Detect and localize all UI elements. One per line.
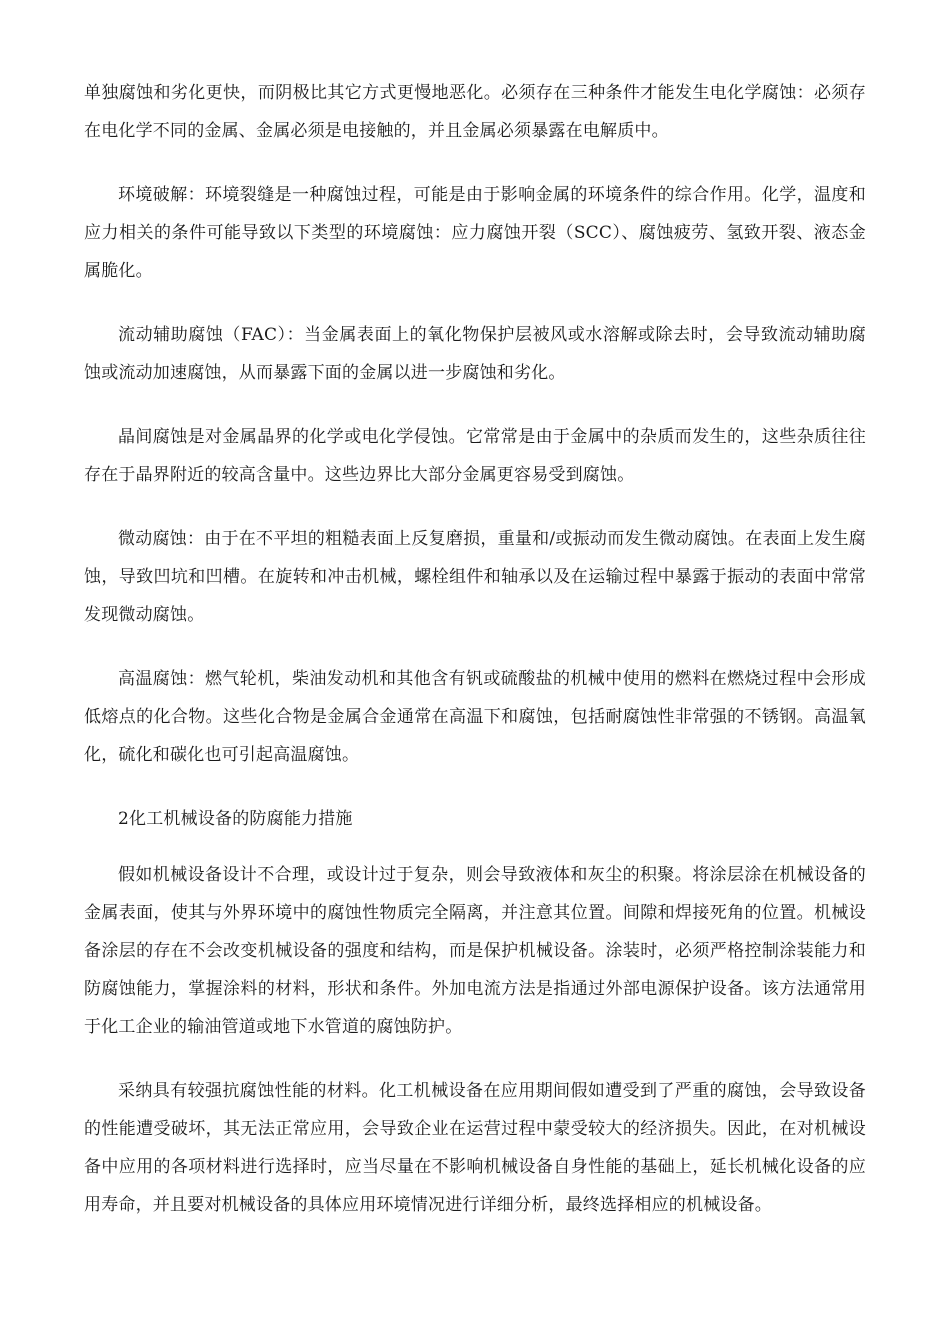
- paragraph-intergranular-corrosion: 晶间腐蚀是对金属晶界的化学或电化学侵蚀。它常常是由于金属中的杂质而发生的，这些杂质往往存在于晶界附近的较高含量中。这些边界比大部分金属更容易受到腐蚀。: [84, 427, 866, 485]
- paragraph-environmental-cracking: 环境破解：环境裂缝是一种腐蚀过程，可能是由于影响金属的环境条件的综合作用。化学，温度和应力相关的条件可能导致以下类型的环境腐蚀：应力腐蚀开裂（SCC）、腐蚀疲劳、氢致开裂、液态金属脆化。: [84, 185, 866, 281]
- paragraph-electrochemical-corrosion: 单独腐蚀和劣化更快，而阴极比其它方式更慢地恶化。必须存在三种条件才能发生电化学腐蚀：必须存在电化学不同的金属、金属必须是电接触的，并且金属必须暴露在电解质中。: [84, 83, 866, 141]
- document-page: [84, 74, 866, 1250]
- paragraph-design-and-coating: 假如机械设备设计不合理，或设计过于复杂，则会导致液体和灰尘的积聚。将涂层涂在机械设备的金属表面，使其与外界环境中的腐蚀性物质完全隔离，并注意其位置。间隙和焊接死角的位置。机械设备涂层的存在不会改变机械设备的强度和结构，而是保护机械设备。涂装时，必须严格控制涂装能力和防腐蚀能力，掌握涂料的材料，形状和条件。外加电流方法是指通过外部电源保护设备。该方法通常用于化工企业的输油管道或地下水管道的腐蚀防护。: [84, 865, 866, 1037]
- paragraph-flow-assisted-corrosion: 流动辅助腐蚀（FAC）：当金属表面上的氧化物保护层被风或水溶解或除去时，会导致流动辅助腐蚀或流动加速腐蚀，从而暴露下面的金属以进一步腐蚀和劣化。: [84, 325, 866, 383]
- paragraph-high-temperature-corrosion: 高温腐蚀：燃气轮机，柴油发动机和其他含有钒或硫酸盐的机械中使用的燃料在燃烧过程中会形成低熔点的化合物。这些化合物是金属合金通常在高温下和腐蚀，包括耐腐蚀性非常强的不锈钢。高温氧化，硫化和碳化也可引起高温腐蚀。: [84, 669, 866, 765]
- paragraph-fretting-corrosion: 微动腐蚀：由于在不平坦的粗糙表面上反复磨损，重量和/或振动而发生微动腐蚀。在表面上发生腐蚀，导致凹坑和凹槽。在旋转和冲击机械，螺栓组件和轴承以及在运输过程中暴露于振动的表面中常常发现微动腐蚀。: [84, 529, 866, 625]
- section-heading: 2化工机械设备的防腐能力措施: [118, 809, 353, 829]
- paragraph-material-selection: 采纳具有较强抗腐蚀性能的材料。化工机械设备在应用期间假如遭受到了严重的腐蚀，会导致设备的性能遭受破坏，其无法正常应用，会导致企业在运营过程中蒙受较大的经济损失。因此，在对机械设备中应用的各项材料进行选择时，应当尽量在不影响机械设备自身性能的基础上，延长机械化设备的应用寿命，并且要对机械设备的具体应用环境情况进行详细分析，最终选择相应的机械设备。: [84, 1081, 866, 1215]
